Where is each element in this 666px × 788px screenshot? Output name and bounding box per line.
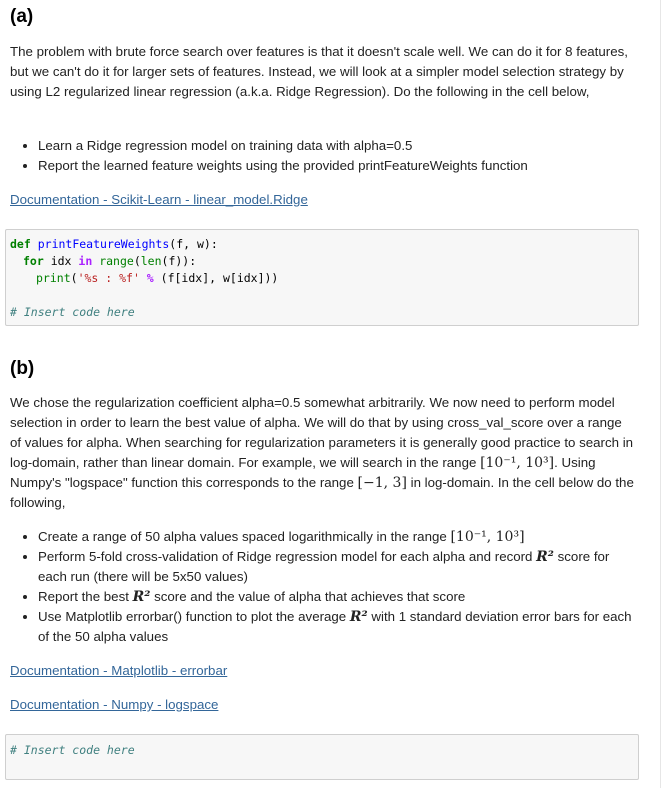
code-text: (f)):	[161, 254, 197, 268]
keyword: for	[23, 254, 44, 268]
section-a-bullet-list	[10, 136, 634, 176]
code-text: (	[133, 254, 141, 268]
operator: %	[139, 271, 161, 285]
paragraph-text: . Using Numpy's "logspace" function this corresponds to the range	[10, 455, 596, 490]
keyword: def	[10, 237, 31, 251]
math-r-squared: R²	[536, 549, 554, 565]
keyword: in	[78, 254, 93, 268]
bullet-text: score and the value of alpha that achieves that score	[150, 589, 466, 604]
paragraph-text: We chose the regularization coefficient alpha=0.5 somewhat arbitrarily. We now need to perform model selection in order to learn the best value of alpha. We will do that by using cross_val_score over a range of values for alpha. When searching for regularization parameters it is generally good practice to search in log-domain, rather than linear domain. For example, we will search in the range	[10, 395, 634, 470]
numpy-logspace-link[interactable]: Documentation - Numpy - logspace	[10, 697, 219, 712]
bullet-text: with 1 standard deviation error bars for each of the 50 alpha values	[38, 609, 632, 644]
math-log-range: [−1, 3]	[357, 475, 407, 491]
code-text: (f, w):	[169, 237, 218, 251]
string-literal: '%s : %f'	[77, 271, 140, 285]
code-comment: # Insert code here	[10, 305, 135, 319]
section-a-paragraph: The problem with brute force search over features is that it doesn't scale well. We can do it for 8 features, but we can't do it for larger sets of features. Instead, we will look at a simpler model selection strategy by using L2 regularized linear regression (a.k.a. Ridge Regression). Do the following in the cell below,	[10, 44, 628, 99]
scrollbar-track[interactable]	[660, 0, 661, 788]
paragraph-text: in log-domain. In the cell below do the following,	[10, 475, 634, 510]
matplotlib-errorbar-link[interactable]: Documentation - Matplotlib - errorbar	[10, 663, 228, 678]
section-b-bullet-list	[10, 527, 634, 647]
bullet-text: score for each run (there will be 5x50 values)	[38, 549, 610, 584]
list-item	[38, 607, 634, 647]
bullet-text: Report the best	[38, 589, 133, 604]
math-r-squared: R²	[132, 589, 151, 605]
list-item: • Report the learned feature weights using the provided printFeatureWeights function	[38, 156, 634, 176]
code-cell-a[interactable]	[5, 229, 639, 326]
math-range: [10⁻¹, 10³]	[450, 529, 525, 545]
section-b-heading: (b)	[10, 358, 35, 379]
ridge-documentation-link[interactable]: Documentation - Scikit-Learn - linear_model.Ridge	[10, 192, 308, 207]
math-range: [10⁻¹, 10³]	[480, 455, 555, 471]
code-text: (	[70, 271, 78, 285]
code-line-1	[10, 236, 218, 253]
list-item: • Learn a Ridge regression model on training data with alpha=0.5	[38, 136, 634, 156]
code-comment: # Insert code here	[10, 743, 135, 757]
code-text: idx	[43, 254, 79, 268]
list-item	[38, 587, 634, 607]
list-item	[38, 527, 634, 547]
code-text: (f[idx], w[idx]))	[160, 271, 279, 285]
list-item	[38, 547, 634, 587]
section-a-heading: (a)	[10, 6, 34, 27]
function-name: printFeatureWeights	[37, 237, 170, 251]
bullet-text: Use Matplotlib errorbar() function to plot the average	[38, 609, 350, 624]
bullet-text: Create a range of 50 alpha values spaced logarithmically in the range	[38, 529, 451, 544]
bullet-text: Perform 5-fold cross-validation of Ridge regression model for each alpha and record	[38, 549, 537, 564]
builtin: len	[140, 254, 162, 268]
section-b-paragraph	[10, 393, 634, 513]
code-line-2	[23, 253, 196, 270]
math-r-squared: R²	[349, 609, 368, 625]
builtin: range	[92, 254, 134, 268]
builtin: print	[36, 271, 71, 285]
code-cell-b[interactable]	[5, 734, 639, 780]
code-line-3	[36, 270, 278, 287]
